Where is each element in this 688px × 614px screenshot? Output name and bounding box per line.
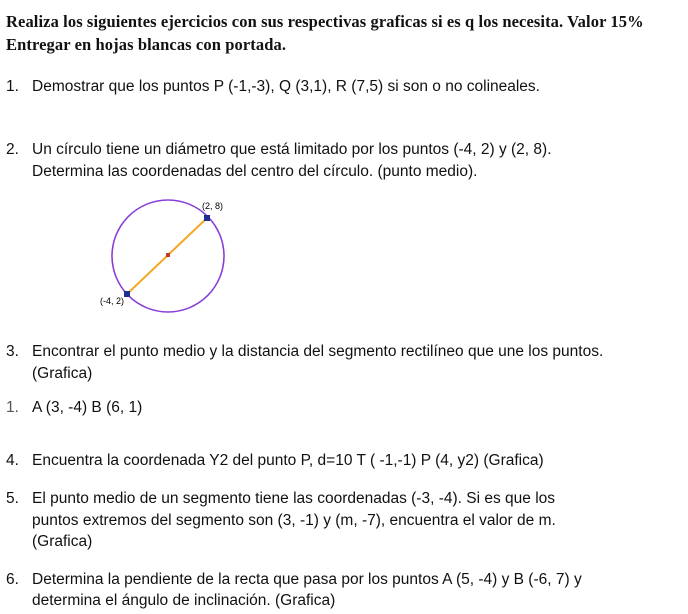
exercise-text: Determina la pendiente de la recta que pasa por los puntos A (5, -4) y B (-6, 7) y: [32, 571, 582, 588]
endpoint-bottom: [124, 291, 130, 297]
exercise-number: 5.: [6, 490, 19, 507]
label-bottom: (-4, 2): [100, 296, 125, 306]
exercise-number: 4.: [6, 452, 19, 469]
exercise-text: Demostrar que los puntos P (-1,-3), Q (3,1), R (7,5) si son o no colineales.: [32, 78, 540, 95]
exercise-text: Un círculo tiene un diámetro que está limitado por los puntos (-4, 2) y (2, 8).: [32, 141, 552, 158]
exercise-text: A (3, -4) B (6, 1): [32, 399, 143, 416]
exercise-text: (Grafica): [32, 365, 93, 382]
exercise-number: 1.: [6, 78, 19, 95]
exercise-text: Encuentra la coordenada Y2 del punto P, d=10 T ( -1,-1) P (4, y2) (Grafica): [32, 452, 544, 469]
endpoint-top: [204, 215, 210, 221]
exercise-number: 2.: [6, 141, 19, 158]
exercise-number: 1.: [6, 399, 19, 416]
exercise-number: 3.: [6, 343, 19, 360]
label-top: (2, 8): [202, 201, 224, 211]
exercise-number: 6.: [6, 571, 19, 588]
center-point: [166, 253, 170, 257]
exercise-text: Encontrar el punto medio y la distancia del segmento rectilíneo que une los puntos.: [32, 343, 604, 360]
exercise-text: El punto medio de un segmento tiene las coordenadas (-3, -4). Si es que los: [32, 490, 556, 507]
exercise-text: puntos extremos del segmento son (3, -1) y (m, -7), encuentra el valor de m.: [32, 512, 556, 529]
exercise-text: determina el ángulo de inclinación. (Grafica): [32, 592, 336, 609]
instructions-subheading: Entregar en hojas blancas con portada.: [6, 35, 287, 54]
exercise-text: (Grafica): [32, 533, 93, 550]
exercise-text: Determina las coordenadas del centro del círculo. (punto medio).: [32, 163, 478, 180]
circle-diameter-figure: [90, 193, 240, 323]
instructions-heading: Realiza los siguientes ejercicios con sus respectivas graficas si es q los necesita. Valor 15%: [6, 12, 644, 31]
